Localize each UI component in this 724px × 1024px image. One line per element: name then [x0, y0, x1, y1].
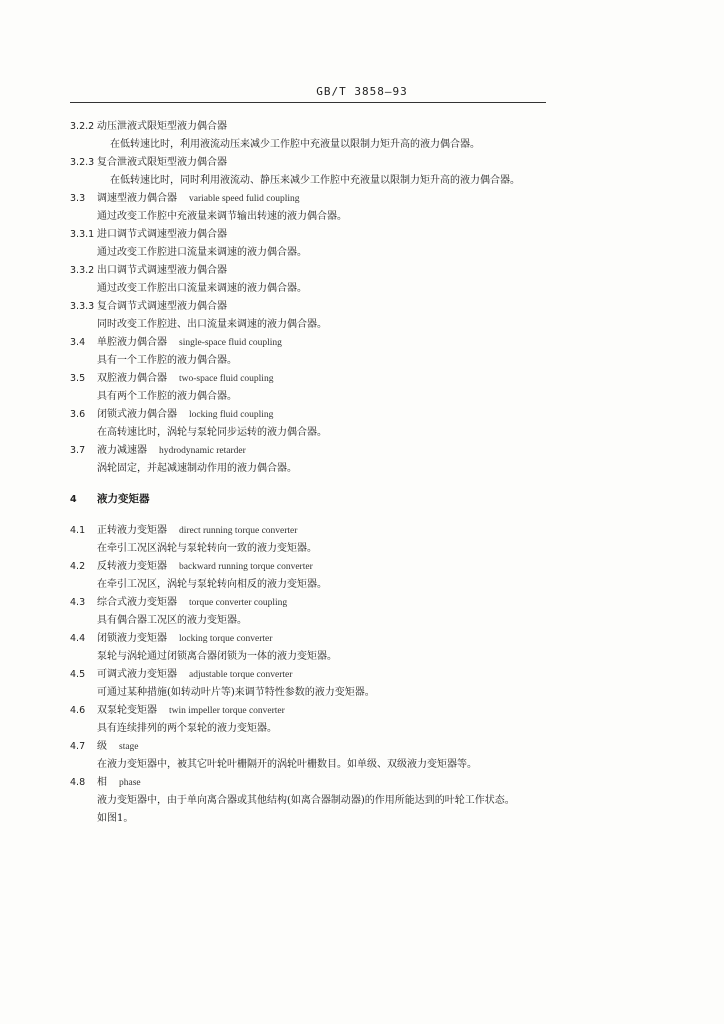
term-4-4 [70, 629, 550, 647]
term-english: variable speed fulid coupling [189, 194, 300, 204]
term-definition: 通过改变工作腔出口流量来调速的液力偶合器。 [97, 283, 307, 294]
term-4-1 [70, 521, 550, 539]
term-chinese: 综合式液力变矩器 [97, 597, 177, 608]
term-definition: 具有连续排列的两个泵轮的液力变矩器。 [97, 723, 277, 734]
term-chinese: 反转液力变矩器 [97, 561, 167, 572]
document-body [70, 117, 550, 827]
term-number: 3.7 [70, 445, 86, 456]
term-chinese: 进口调节式调速型液力偶合器 [97, 229, 227, 240]
section-title: 液力变矩器 [97, 493, 150, 505]
term-number: 3.2.3 [70, 157, 95, 168]
spacer [70, 477, 550, 485]
term-3-3 [70, 189, 550, 207]
term-english: two-space fluid coupling [179, 374, 274, 384]
term-chinese: 动压泄液式限矩型液力偶合器 [97, 121, 227, 132]
term-3-3-1 [70, 225, 550, 243]
term-chinese: 双泵轮变矩器 [97, 705, 157, 716]
term-number: 4.4 [70, 633, 86, 644]
term-chinese: 复合调节式调速型液力偶合器 [97, 301, 227, 312]
term-english: adjustable torque converter [189, 670, 293, 680]
term-number: 3.4 [70, 337, 86, 348]
term-definition: 具有一个工作腔的液力偶合器。 [97, 355, 237, 366]
term-definition: 在高转速比时，涡轮与泵轮同步运转的液力偶合器。 [97, 427, 327, 438]
term-3-5 [70, 369, 550, 387]
term-english: locking torque converter [179, 634, 273, 644]
standard-number-header: GB/T 3858—93 [316, 85, 408, 98]
term-english: stage [119, 742, 139, 752]
term-chinese: 正转液力变矩器 [97, 525, 167, 536]
term-definition: 可通过某种措施(如转动叶片等)来调节特性参数的液力变矩器。 [97, 687, 375, 698]
term-number: 3.2.2 [70, 121, 95, 132]
section-4-heading [70, 491, 550, 511]
term-definition: 液力变矩器中，由于单向离合器或其他结构(如离合器制动器)的作用所能达到的叶轮工作状态。 [97, 795, 515, 806]
term-chinese: 闭锁式液力偶合器 [97, 409, 177, 420]
term-definition: 同时改变工作腔进、出口流量来调速的液力偶合器。 [97, 319, 327, 330]
term-chinese: 复合泄液式限矩型液力偶合器 [97, 157, 227, 168]
term-chinese: 闭锁液力变矩器 [97, 633, 167, 644]
term-number: 3.3.2 [70, 265, 95, 276]
term-number: 4.5 [70, 669, 86, 680]
term-chinese: 双腔液力偶合器 [97, 373, 167, 384]
term-english: phase [119, 778, 141, 788]
term-3-7 [70, 441, 550, 459]
term-4-3 [70, 593, 550, 611]
term-definition: 具有两个工作腔的液力偶合器。 [97, 391, 237, 402]
term-number: 4.8 [70, 777, 86, 788]
term-chinese: 级 [97, 741, 107, 752]
term-definition: 具有偶合器工况区的液力变矩器。 [97, 615, 247, 626]
term-4-8 [70, 773, 550, 791]
term-number: 4.1 [70, 525, 86, 536]
term-definition-continued: 如图1。 [97, 813, 134, 824]
term-english: locking fluid coupling [189, 410, 274, 420]
term-definition: 在低转速比时，利用液流动压来减少工作腔中充液量以限制力矩升高的液力偶合器。 [110, 139, 480, 150]
term-definition: 在液力变矩器中，被其它叶轮叶栅隔开的涡轮叶栅数目。如单级、双级液力变矩器等。 [97, 759, 477, 770]
term-4-6 [70, 701, 550, 719]
term-number: 3.5 [70, 373, 86, 384]
term-chinese: 可调式液力变矩器 [97, 669, 177, 680]
term-3-6 [70, 405, 550, 423]
term-number: 3.3 [70, 193, 86, 204]
section-number: 4 [70, 494, 77, 505]
term-english: twin impeller torque converter [169, 706, 285, 716]
term-definition: 泵轮与涡轮通过闭锁离合器闭锁为一体的液力变矩器。 [97, 651, 337, 662]
term-number: 3.3.3 [70, 301, 95, 312]
term-number: 4.3 [70, 597, 86, 608]
term-number: 4.2 [70, 561, 86, 572]
term-definition: 在低转速比时，同时利用液流动、静压来减少工作腔中充液量以限制力矩升高的液力偶合器。 [110, 175, 520, 186]
term-chinese: 调速型液力偶合器 [97, 193, 177, 204]
term-number: 4.6 [70, 705, 86, 716]
term-number: 3.3.1 [70, 229, 95, 240]
term-definition: 通过改变工作腔中充液量来调节输出转速的液力偶合器。 [97, 211, 347, 222]
term-english: torque converter coupling [189, 598, 288, 608]
header-rule [70, 102, 546, 103]
term-definition: 在牵引工况区涡轮与泵轮转向一致的液力变矩器。 [97, 543, 317, 554]
term-3-3-3 [70, 297, 550, 315]
term-4-5 [70, 665, 550, 683]
term-definition: 通过改变工作腔进口流量来调速的液力偶合器。 [97, 247, 307, 258]
term-english: backward running torque converter [179, 562, 313, 572]
term-chinese: 单腔液力偶合器 [97, 337, 167, 348]
term-number: 4.7 [70, 741, 86, 752]
term-3-3-2 [70, 261, 550, 279]
term-english: direct running torque converter [179, 526, 298, 536]
term-chinese: 出口调节式调速型液力偶合器 [97, 265, 227, 276]
section-4-entries [70, 521, 550, 827]
term-definition: 涡轮固定，并起减速制动作用的液力偶合器。 [97, 463, 297, 474]
term-definition: 在牵引工况区，涡轮与泵轮转向相反的液力变矩器。 [97, 579, 327, 590]
section-3-entries [70, 117, 550, 477]
term-english: single-space fluid coupling [179, 338, 282, 348]
term-english: hydrodynamic retarder [159, 446, 246, 456]
term-4-7 [70, 737, 550, 755]
term-4-2 [70, 557, 550, 575]
term-3-2-3 [70, 153, 550, 171]
term-3-2-2 [70, 117, 550, 135]
term-chinese: 相 [97, 777, 107, 788]
term-number: 3.6 [70, 409, 86, 420]
term-3-4 [70, 333, 550, 351]
term-chinese: 液力减速器 [97, 445, 147, 456]
